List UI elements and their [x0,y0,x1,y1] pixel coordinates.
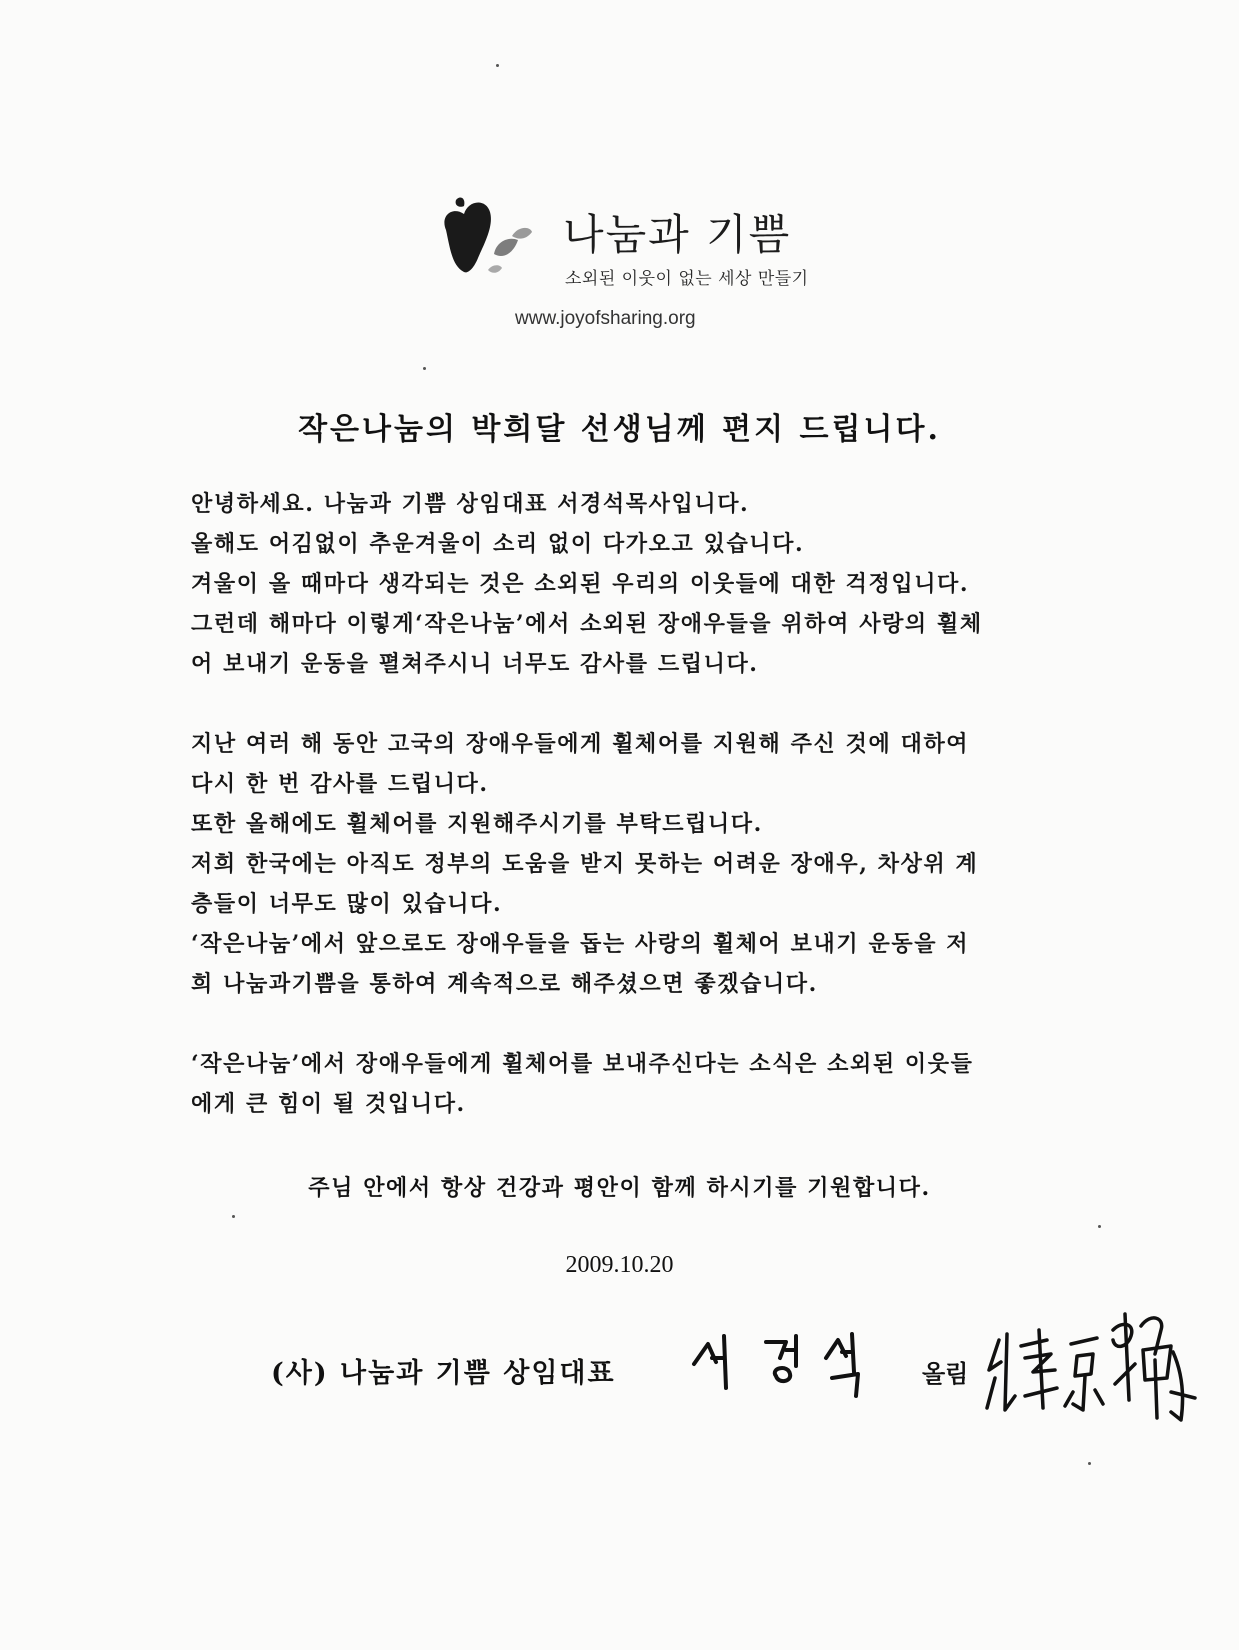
website-url: www.joyofsharing.org [515,308,696,329]
heart-hands-logo-icon [438,196,568,286]
signature-closing: 올림 [922,1359,969,1388]
body-line: 희 나눔과기쁨을 통하여 계속적으로 해주셨으면 좋겠습니다. [191,971,818,997]
body-line: 또한 올해에도 휠체어를 지원해주시기를 부탁드립니다. [191,811,763,837]
scan-speck [232,1215,235,1218]
scan-speck [496,64,499,67]
logo-tagline: 소외된 이웃이 없는 세상 만들기 [565,269,809,289]
organization-logo [438,196,838,336]
body-line: ‘작은나눔’에서 앞으로도 장애우들을 돕는 사랑의 휠체어 보내기 운동을 저 [191,931,970,957]
signer-title: (사) 나눔과 기쁨 상임대표 [271,1358,616,1389]
logo-name: 나눔과 기쁨 [563,210,792,259]
letter-date: 2009.10.20 [565,1252,674,1278]
body-line: ‘작은나눔’에서 장애우들에게 휠체어를 보내주신다는 소식은 소외된 이웃들 [191,1051,974,1077]
body-line: 층들이 너무도 많이 있습니다. [191,891,503,917]
body-line: 올해도 어김없이 추운겨울이 소리 없이 다가오고 있습니다. [191,531,805,557]
letter-title: 작은나눔의 박희달 선생님께 편지 드립니다. [298,412,941,447]
letter-body [191,484,1071,1124]
body-line: 다시 한 번 감사를 드립니다. [191,771,489,797]
body-line: 어 보내기 운동을 펼쳐주시니 너무도 감사를 드립니다. [191,651,759,677]
scan-speck [1098,1225,1101,1228]
scan-speck [1088,1462,1091,1465]
body-line: 그런데 해마다 이렇게‘작은나눔’에서 소외된 장애우들을 위하여 사랑의 휠체 [191,611,983,637]
scan-speck [423,367,426,370]
handwritten-hanja-signature [985,1300,1205,1430]
body-line: 저희 한국에는 아직도 정부의 도움을 받지 못하는 어려운 장애우, 차상위 계 [191,851,979,877]
body-line: 지난 여러 해 동안 고국의 장애우들에게 휠체어를 지원해 주신 것에 대하여 [191,731,970,757]
body-line: 겨울이 올 때마다 생각되는 것은 소외된 우리의 이웃들에 대한 걱정입니다. [191,571,970,597]
paragraph [191,724,1071,1004]
closing-blessing: 주님 안에서 항상 건강과 평안이 함께 하시기를 기원합니다. [308,1175,931,1201]
paragraph-gap [191,684,1071,724]
paragraph [191,484,1071,684]
body-line: 안녕하세요. 나눔과 기쁨 상임대표 서경석목사입니다. [191,491,750,517]
paragraph [191,1044,1071,1124]
paragraph-gap [191,1004,1071,1044]
handwritten-name-signature [688,1322,888,1402]
body-line: 에게 큰 힘이 될 것입니다. [191,1091,466,1117]
